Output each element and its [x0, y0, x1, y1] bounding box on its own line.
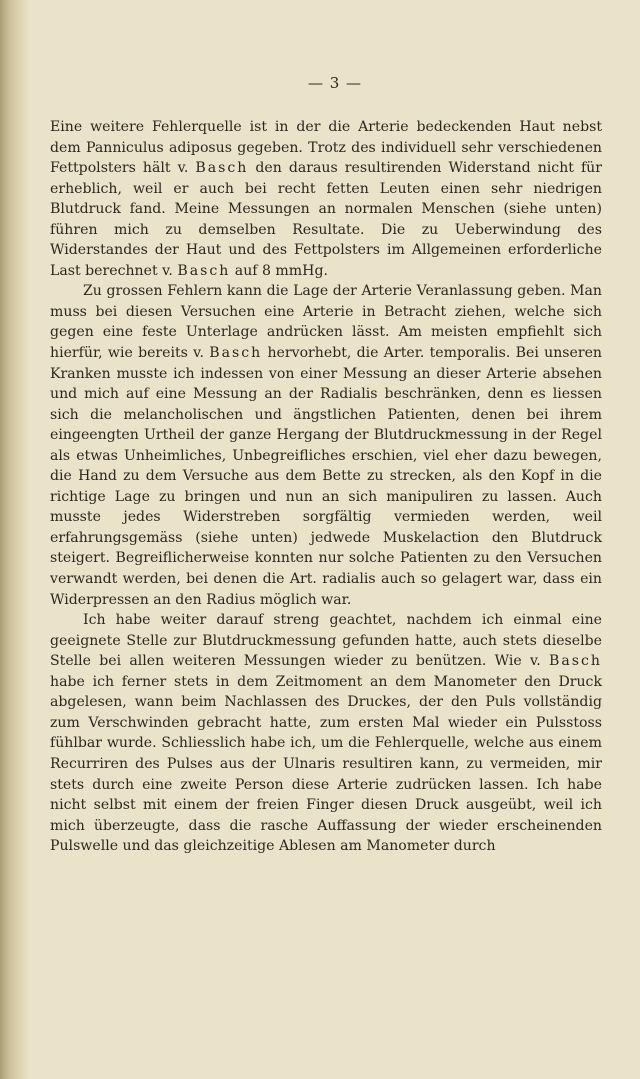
author-name: Basch [549, 653, 602, 670]
paragraph: Zu grossen Fehlern kann die Lage der Arterie Veranlassung geben. Man muss bei diesen Versuchen eine Arterie in Betracht ziehen, welche sich gegen eine feste Unterlage andrücken lässt. Am meisten empfiehlt sich hierfür, wie bereits v. Basch hervorhebt, die Arter. temporalis. Bei unseren Kranken musste ich indessen von einer Messung an dieser Arterie absehen und mich auf eine Messung an der Radialis beschränken, denn es liessen sich die melancholischen und ängstlichen Patienten, denen bei ihrem eingeengten Urtheil der ganze Hergang der Blutdruckmessung in der Regel als etwas Unheimliches, Unbegreifliches erschien, viel eher dazu bewegen, die Hand zu dem Versuche aus dem Bette zu strecken, als den Kopf in die richtige Lage zu bringen und nun an sich manipuliren zu lassen. Auch musste jedes Widerstreben sorgfältig vermieden werden, weil erfahrungsgemäss (siehe unten) jedwede Muskelaction den Blutdruck steigert. Begreiflicherweise konnten nur solche Patienten zu den Versuchen verwandt werden, bei denen die Art. radialis auch so gelagert war, dass ein Widerpressen an den Radius möglich war. [50, 283, 602, 608]
page-number: — 3 — [307, 74, 363, 92]
author-name: Basch [177, 262, 231, 279]
author-name: Basch [209, 345, 263, 362]
paragraph: Ich habe weiter darauf streng geachtet, nachdem ich einmal eine geeignete Stelle zur Blutdruckmessung gefunden hatte, auch stets dieselbe Stelle bei allen weiteren Messungen wieder zu benützen. Wie v. Basch habe ich ferner stets in dem Zeitmoment an dem Manometer den Druck abgelesen, wann beim Nachlassen des Druckes, der den Puls vollständig zum Verschwinden gebracht hatte, zum ersten Mal wieder ein Pulsstoss fühlbar wurde. Schliesslich habe ich, um die Fehlerquelle, welche aus einem Recurriren des Pulses aus der Ulnaris resultiren kann, zu vermeiden, mir stets durch eine zweite Person diese Arterie zudrücken lassen. Ich habe nicht selbst mit einem der freien Finger diesen Druck ausgeübt, weil ich mich überzeugte, dass die rasche Auffassung der wieder erscheinenden Pulswelle und das gleichzeitige Ablesen am Manometer durch [50, 612, 602, 855]
author-name: Basch [195, 160, 249, 177]
book-page [50, 74, 602, 857]
page-binding-edge [0, 0, 30, 1079]
body-text [50, 117, 602, 857]
paragraph: Eine weitere Fehlerquelle ist in der die Arterie bedeckenden Haut nebst dem Panniculus adiposus gegeben. Trotz des individuell sehr verschiedenen Fettpolsters hält v. Basch den daraus resultirenden Widerstand nicht für erheblich, weil er auch bei recht fetten Leuten einen sehr niedrigen Blutdruck fand. Meine Messungen an normalen Menschen (siehe unten) führen mich zu demselben Resultate. Die zu Ueberwindung des Widerstandes der Haut und des Fettpolsters im Allgemeinen erforderliche Last berechnet v. Basch auf 8 mmHg. [50, 119, 602, 279]
